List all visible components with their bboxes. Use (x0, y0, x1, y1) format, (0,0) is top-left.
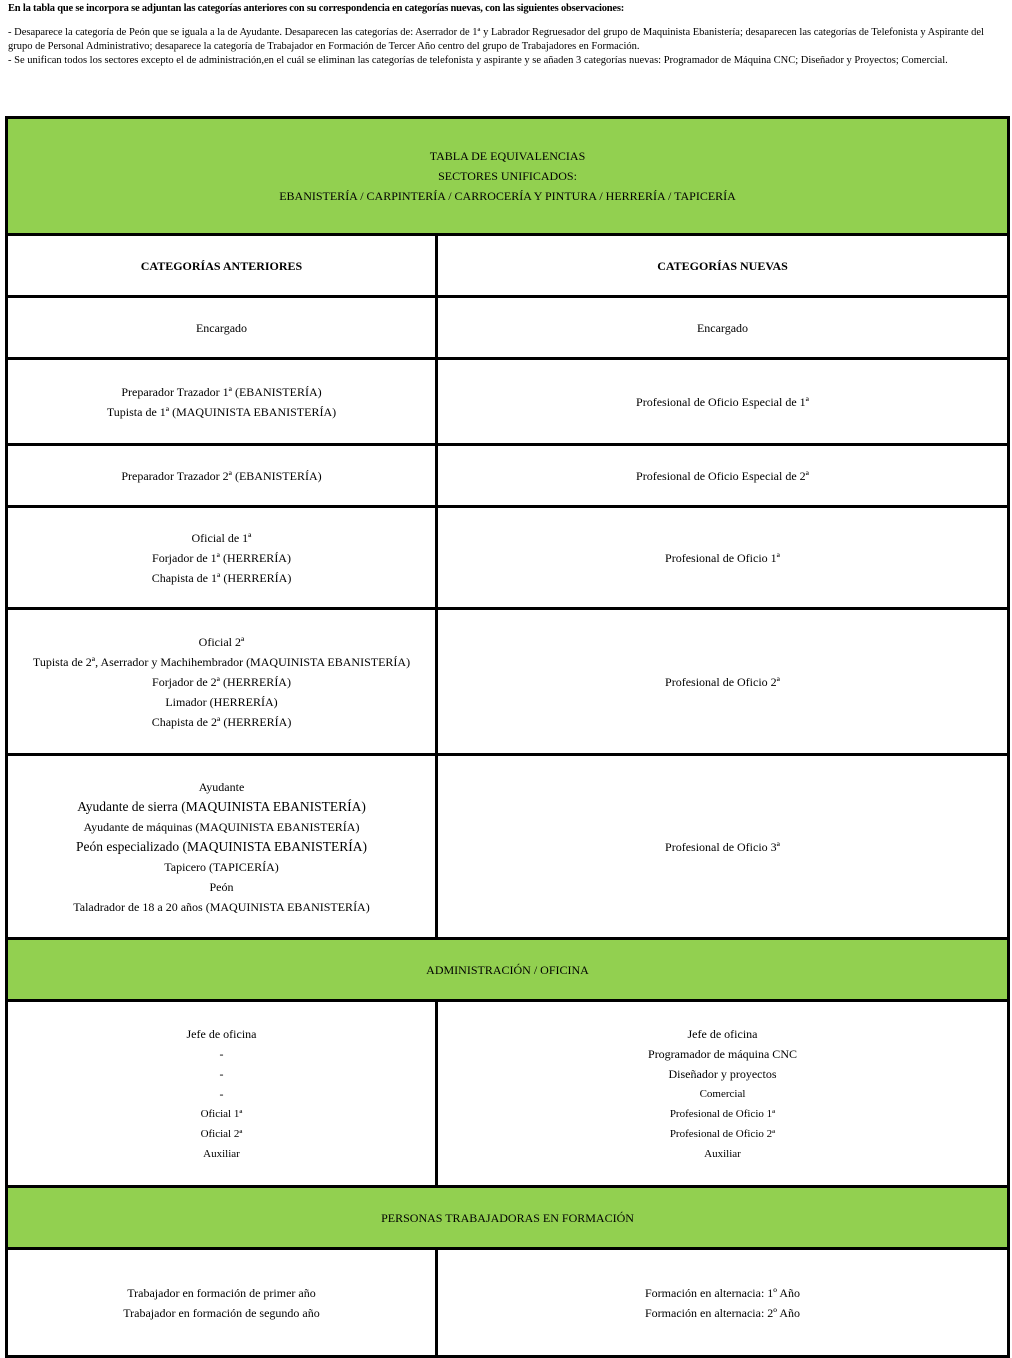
new-category-line: Diseñador y proyectos (668, 1066, 777, 1081)
table-subtitle-line: SECTORES UNIFICADOS: (438, 169, 577, 183)
old-category-line: Peón (209, 879, 234, 894)
table-title-line: TABLA DE EQUIVALENCIAS (429, 149, 586, 163)
intro-block (8, 2, 998, 68)
table-row (7, 609, 1009, 755)
table-row (7, 1001, 1009, 1187)
new-category-cell (437, 609, 1009, 755)
new-category-line: Profesional de Oficio Especial de 1ª (636, 394, 809, 409)
old-category-line: Trabajador en formación de primer año (127, 1285, 316, 1300)
old-category-line: Tapicero (TAPICERÍA) (164, 859, 279, 874)
old-category-line: Oficial de 1ª (191, 530, 252, 545)
old-category-line: Oficial 2ª (198, 634, 245, 649)
old-category-line: Tupista de 2ª, Aserrador y Machihembrador (MAQUINISTA EBANISTERÍA) (32, 654, 411, 669)
old-category-line: Jefe de oficina (186, 1026, 257, 1041)
new-category-cell (437, 445, 1009, 507)
old-category-line: Preparador Trazador 2ª (EBANISTERÍA) (121, 468, 322, 483)
header-new-categories: CATEGORÍAS NUEVAS (437, 235, 1009, 297)
new-category-line: Auxiliar (704, 1147, 741, 1160)
table-header-row (7, 235, 1009, 297)
old-category-line: Ayudante de sierra (MAQUINISTA EBANISTERÍA) (77, 798, 366, 814)
old-category-line: Taladrador de 18 a 20 años (MAQUINISTA EBANISTERÍA) (73, 899, 370, 914)
new-category-line: Formación en alternacia: 2º Año (645, 1305, 801, 1320)
old-category-line: Chapista de 2ª (HERRERÍA) (151, 714, 292, 729)
new-category-line: Programador de máquina CNC (648, 1046, 797, 1061)
old-category-line: Preparador Trazador 1ª (EBANISTERÍA) (121, 384, 322, 399)
new-category-line: Encargado (696, 320, 749, 335)
old-category-line: Tupista de 1ª (MAQUINISTA EBANISTERÍA) (106, 404, 337, 419)
new-category-cell (437, 1001, 1009, 1187)
old-category-line: Ayudante (198, 779, 245, 794)
table-title (7, 118, 1009, 235)
old-category-line: Limador (HERRERÍA) (165, 694, 278, 709)
old-category-cell (7, 609, 437, 755)
old-category-line: Oficial 2ª (200, 1127, 243, 1140)
new-category-cell (437, 297, 1009, 359)
table-row (7, 297, 1009, 359)
admin-section-title: ADMINISTRACIÓN / OFICINA (7, 939, 1009, 1001)
old-category-cell (7, 445, 437, 507)
table-row (7, 359, 1009, 445)
intro-heading: En la tabla que se incorpora se adjuntan las categorías anteriores con su correspondencia en categorías nuevas, con las siguientes observaciones: (8, 3, 625, 14)
new-category-line: Profesional de Oficio 1ª (669, 1107, 776, 1120)
training-section-title: PERSONAS TRABAJADORAS EN FORMACIÓN (7, 1187, 1009, 1249)
old-category-cell (7, 297, 437, 359)
new-category-line: Jefe de oficina (687, 1026, 758, 1041)
old-category-line: Peón especializado (MAQUINISTA EBANISTERÍA) (76, 838, 367, 854)
new-category-line: Profesional de Oficio 2ª (665, 674, 780, 689)
header-old-categories: CATEGORÍAS ANTERIORES (7, 235, 437, 297)
old-category-line: Trabajador en formación de segundo año (123, 1305, 320, 1320)
admin-section-row (7, 939, 1009, 1001)
new-category-cell (437, 507, 1009, 609)
intro-note: - Desaparece la categoría de Peón que se iguala a la de Ayudante. Desaparecen las categorías de: Aserrador de 1ª y Labrador Regruesador del grupo de Maquinista Ebanistería; desaparecen las categorías de Telefonista y Aspirante del grupo de Personal Administrativo; desaparece la categoría de Trabajador en Formación de Tercer Año centro del grupo de Trabajadores en Formación. (8, 27, 984, 52)
new-category-line: Comercial (699, 1087, 746, 1100)
new-category-line: Profesional de Oficio 2ª (669, 1127, 776, 1140)
old-category-line: Oficial 1ª (200, 1107, 243, 1120)
old-category-cell (7, 755, 437, 939)
old-category-line: Ayudante de máquinas (MAQUINISTA EBANISTERÍA) (83, 819, 360, 834)
table-row (7, 445, 1009, 507)
old-category-cell (7, 359, 437, 445)
new-category-line: Profesional de Oficio Especial de 2ª (636, 468, 809, 483)
table-row (7, 1249, 1009, 1357)
old-category-line: Auxiliar (203, 1147, 240, 1160)
old-category-line: Forjador de 1ª (HERRERÍA) (152, 550, 291, 565)
old-category-cell (7, 507, 437, 609)
new-category-cell (437, 1249, 1009, 1357)
old-category-cell (7, 1001, 437, 1187)
old-category-line: - (219, 1066, 224, 1081)
old-category-cell (7, 1249, 437, 1357)
new-category-cell (437, 755, 1009, 939)
intro-note: - Se unifican todos los sectores excepto el de administración,en el cuál se eliminan las categorías de telefonista y aspirante y se añaden 3 categorías nuevas: Programador de Máquina CNC; Diseñador y Proyectos; Comercial. (8, 55, 948, 66)
table-row (7, 755, 1009, 939)
equivalence-table (5, 116, 1010, 1358)
old-category-line: Encargado (195, 320, 248, 335)
old-category-line: - (219, 1086, 224, 1101)
old-category-line: Forjador de 2ª (HERRERÍA) (152, 674, 291, 689)
old-category-line: - (219, 1046, 224, 1061)
table-row (7, 507, 1009, 609)
equivalence-table-wrapper (5, 116, 1007, 1358)
new-category-line: Formación en alternacia: 1º Año (645, 1285, 801, 1300)
new-category-cell (437, 359, 1009, 445)
old-category-line: Chapista de 1ª (HERRERÍA) (151, 570, 292, 585)
new-category-line: Profesional de Oficio 1ª (665, 550, 780, 565)
training-section-row (7, 1187, 1009, 1249)
table-title-row (7, 118, 1009, 235)
new-category-line: Profesional de Oficio 3ª (665, 839, 780, 854)
table-sectors-line: EBANISTERÍA / CARPINTERÍA / CARROCERÍA Y PINTURA / HERRERÍA / TAPICERÍA (279, 189, 736, 203)
